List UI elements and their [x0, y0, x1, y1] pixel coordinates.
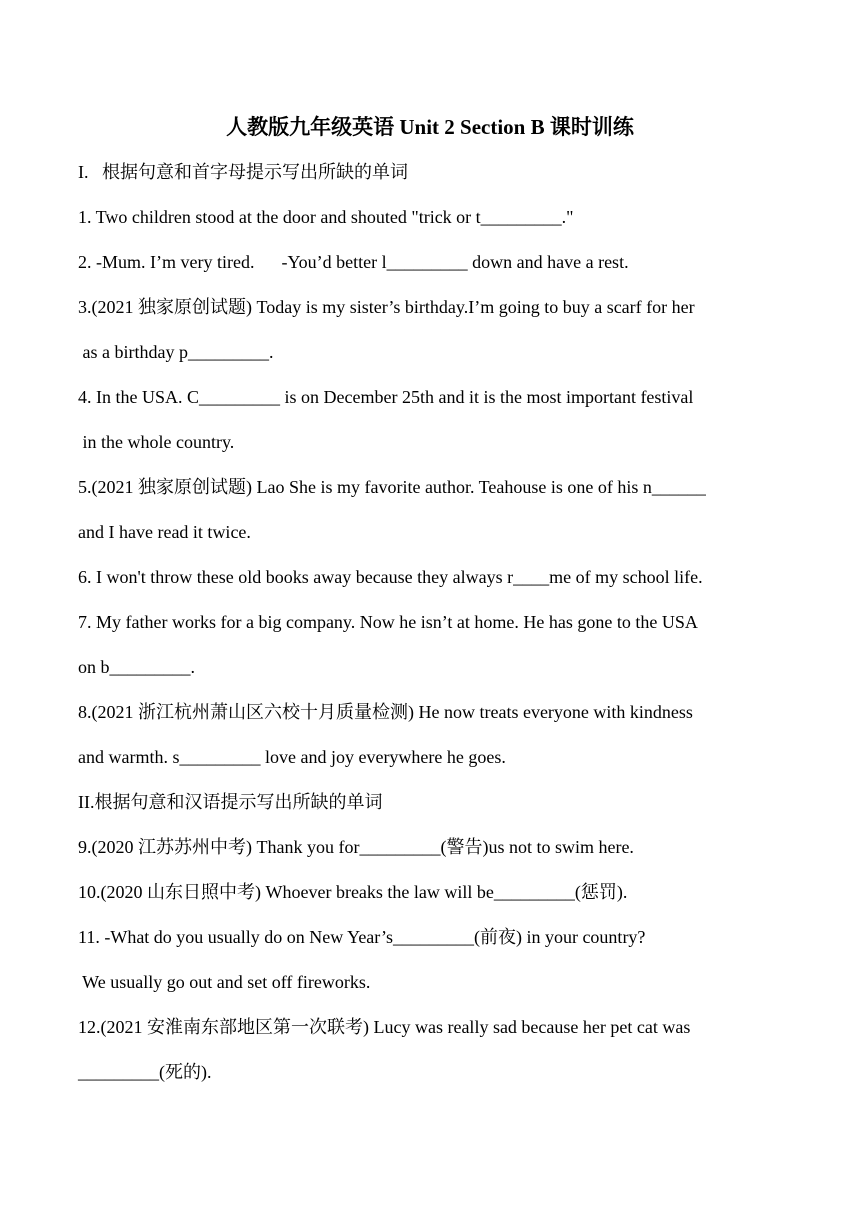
question-line: 8.(2021 浙江杭州萧山区六校十月质量检测) He now treats everyone with kindness	[78, 702, 693, 722]
question-line: 7. My father works for a big company. Now he isn’t at home. He has gone to the USA	[78, 612, 698, 632]
question-line: 12.(2021 安淮南东部地区第一次联考) Lucy was really sad because her pet cat was	[78, 1017, 691, 1037]
question-line: 4. In the USA. C_________ is on December 25th and it is the most important festival	[78, 387, 694, 407]
question-line: on b_________.	[78, 657, 195, 677]
question-line: 9.(2020 江苏苏州中考) Thank you for_________(警告)us not to swim here.	[78, 837, 634, 857]
question-line: 2. -Mum. I’m very tired. -You’d better l_________ down and have a rest.	[78, 252, 629, 272]
question-line: 11. -What do you usually do on New Year’s_________(前夜) in your country?	[78, 927, 646, 947]
section-heading-1: I. 根据句意和首字母提示写出所缺的单词	[78, 162, 408, 182]
question-line: 3.(2021 独家原创试题) Today is my sister’s birthday.I’m going to buy a scarf for her	[78, 297, 695, 317]
question-line: 5.(2021 独家原创试题) Lao She is my favorite author. Teahouse is one of his n______	[78, 477, 706, 497]
question-line: as a birthday p_________.	[78, 342, 274, 362]
question-line: 6. I won't throw these old books away because they always r____me of my school life.	[78, 567, 703, 587]
question-line: in the whole country.	[78, 432, 235, 452]
question-line: We usually go out and set off fireworks.	[78, 972, 371, 992]
page-title: 人教版九年级英语 Unit 2 Section B 课时训练	[226, 115, 634, 139]
question-line: 10.(2020 山东日照中考) Whoever breaks the law will be_________(惩罚).	[78, 882, 628, 902]
question-line: and warmth. s_________ love and joy everywhere he goes.	[78, 747, 506, 767]
question-line: 1. Two children stood at the door and shouted "trick or t_________."	[78, 207, 574, 227]
question-line: _________(死的).	[78, 1062, 212, 1082]
section-heading-2: II.根据句意和汉语提示写出所缺的单词	[78, 792, 383, 812]
question-line: and I have read it twice.	[78, 522, 251, 542]
